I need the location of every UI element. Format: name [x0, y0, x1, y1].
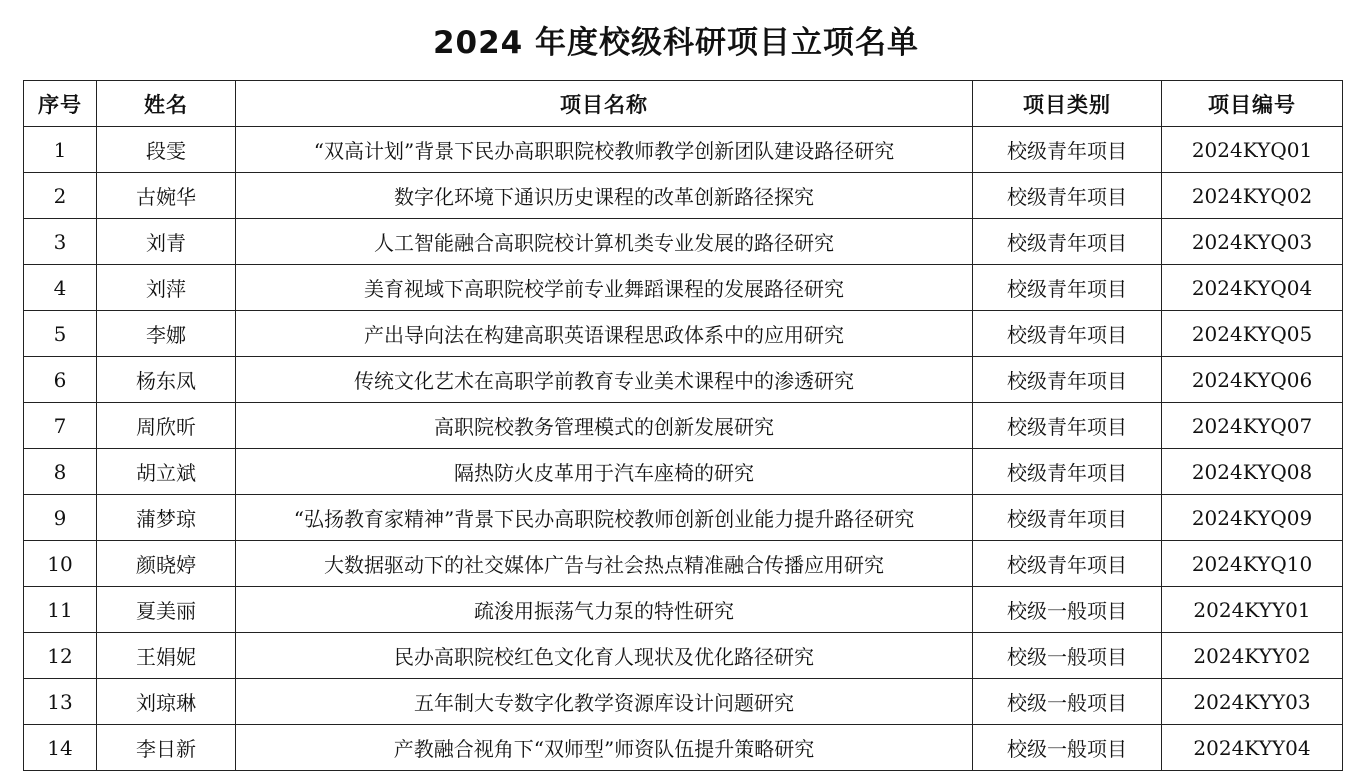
- cell-project-category: 校级青年项目: [973, 265, 1162, 311]
- cell-name: 刘琼琳: [97, 679, 236, 725]
- table-row: [24, 587, 1343, 633]
- project-list-table: [23, 80, 1343, 771]
- cell-project-category: 校级青年项目: [973, 219, 1162, 265]
- cell-project-name: 数字化环境下通识历史课程的改革创新路径探究: [236, 173, 973, 219]
- cell-project-name: 人工智能融合高职院校计算机类专业发展的路径研究: [236, 219, 973, 265]
- table-row: [24, 725, 1343, 771]
- cell-name: 周欣昕: [97, 403, 236, 449]
- header-serial-number: 序号: [24, 81, 97, 127]
- cell-name: 夏美丽: [97, 587, 236, 633]
- table-row: [24, 495, 1343, 541]
- cell-project-category: 校级青年项目: [973, 495, 1162, 541]
- cell-project-category: 校级一般项目: [973, 679, 1162, 725]
- cell-name: 王娟妮: [97, 633, 236, 679]
- cell-name: 蒲梦琼: [97, 495, 236, 541]
- cell-project-category: 校级一般项目: [973, 587, 1162, 633]
- cell-project-code: 2024KYY04: [1162, 725, 1343, 771]
- cell-project-code: 2024KYY03: [1162, 679, 1343, 725]
- cell-project-name: 民办高职院校红色文化育人现状及优化路径研究: [236, 633, 973, 679]
- cell-project-name: “弘扬教育家精神”背景下民办高职院校教师创新创业能力提升路径研究: [236, 495, 973, 541]
- cell-project-category: 校级青年项目: [973, 357, 1162, 403]
- cell-project-name: 隔热防火皮革用于汽车座椅的研究: [236, 449, 973, 495]
- cell-project-name: 美育视域下高职院校学前专业舞蹈课程的发展路径研究: [236, 265, 973, 311]
- table-row: [24, 219, 1343, 265]
- cell-project-category: 校级青年项目: [973, 541, 1162, 587]
- cell-project-category: 校级一般项目: [973, 633, 1162, 679]
- document-title: 2024 年度校级科研项目立项名单: [432, 25, 920, 61]
- cell-name: 段雯: [97, 127, 236, 173]
- cell-project-name: 疏浚用振荡气力泵的特性研究: [236, 587, 973, 633]
- header-project-name: 项目名称: [236, 81, 973, 127]
- cell-serial-number: 10: [24, 541, 97, 587]
- cell-project-code: 2024KYQ09: [1162, 495, 1343, 541]
- cell-project-code: 2024KYQ02: [1162, 173, 1343, 219]
- cell-serial-number: 11: [24, 587, 97, 633]
- cell-project-code: 2024KYQ06: [1162, 357, 1343, 403]
- cell-project-code: 2024KYQ05: [1162, 311, 1343, 357]
- cell-name: 颜晓婷: [97, 541, 236, 587]
- cell-serial-number: 7: [24, 403, 97, 449]
- cell-serial-number: 12: [24, 633, 97, 679]
- table-row: [24, 679, 1343, 725]
- cell-serial-number: 14: [24, 725, 97, 771]
- cell-project-name: 高职院校教务管理模式的创新发展研究: [236, 403, 973, 449]
- cell-name: 古婉华: [97, 173, 236, 219]
- cell-name: 李娜: [97, 311, 236, 357]
- table-row: [24, 127, 1343, 173]
- table-row: [24, 265, 1343, 311]
- table-row: [24, 403, 1343, 449]
- header-project-code: 项目编号: [1162, 81, 1343, 127]
- cell-project-category: 校级一般项目: [973, 725, 1162, 771]
- cell-project-code: 2024KYY01: [1162, 587, 1343, 633]
- cell-serial-number: 3: [24, 219, 97, 265]
- cell-project-code: 2024KYQ07: [1162, 403, 1343, 449]
- cell-serial-number: 4: [24, 265, 97, 311]
- cell-project-category: 校级青年项目: [973, 173, 1162, 219]
- cell-project-name: 传统文化艺术在高职学前教育专业美术课程中的渗透研究: [236, 357, 973, 403]
- cell-serial-number: 13: [24, 679, 97, 725]
- table-row: [24, 357, 1343, 403]
- cell-project-name: 大数据驱动下的社交媒体广告与社会热点精准融合传播应用研究: [236, 541, 973, 587]
- cell-project-name: 产出导向法在构建高职英语课程思政体系中的应用研究: [236, 311, 973, 357]
- cell-name: 杨东凤: [97, 357, 236, 403]
- cell-name: 李日新: [97, 725, 236, 771]
- cell-project-code: 2024KYQ08: [1162, 449, 1343, 495]
- cell-serial-number: 9: [24, 495, 97, 541]
- cell-name: 刘萍: [97, 265, 236, 311]
- cell-serial-number: 5: [24, 311, 97, 357]
- header-name: 姓名: [97, 81, 236, 127]
- cell-project-category: 校级青年项目: [973, 403, 1162, 449]
- cell-project-name: 五年制大专数字化教学资源库设计问题研究: [236, 679, 973, 725]
- cell-serial-number: 1: [24, 127, 97, 173]
- table-row: [24, 541, 1343, 587]
- cell-project-code: 2024KYQ03: [1162, 219, 1343, 265]
- cell-serial-number: 8: [24, 449, 97, 495]
- cell-project-name: 产教融合视角下“双师型”师资队伍提升策略研究: [236, 725, 973, 771]
- table-row: [24, 449, 1343, 495]
- cell-serial-number: 2: [24, 173, 97, 219]
- cell-project-name: “双高计划”背景下民办高职职院校教师教学创新团队建设路径研究: [236, 127, 973, 173]
- table-row: [24, 633, 1343, 679]
- cell-project-category: 校级青年项目: [973, 449, 1162, 495]
- table-header-row: [24, 81, 1343, 127]
- cell-serial-number: 6: [24, 357, 97, 403]
- cell-project-code: 2024KYY02: [1162, 633, 1343, 679]
- cell-name: 刘青: [97, 219, 236, 265]
- table-row: [24, 173, 1343, 219]
- cell-name: 胡立斌: [97, 449, 236, 495]
- cell-project-category: 校级青年项目: [973, 311, 1162, 357]
- cell-project-category: 校级青年项目: [973, 127, 1162, 173]
- cell-project-code: 2024KYQ04: [1162, 265, 1343, 311]
- cell-project-code: 2024KYQ01: [1162, 127, 1343, 173]
- table-row: [24, 311, 1343, 357]
- cell-project-code: 2024KYQ10: [1162, 541, 1343, 587]
- header-project-category: 项目类别: [973, 81, 1162, 127]
